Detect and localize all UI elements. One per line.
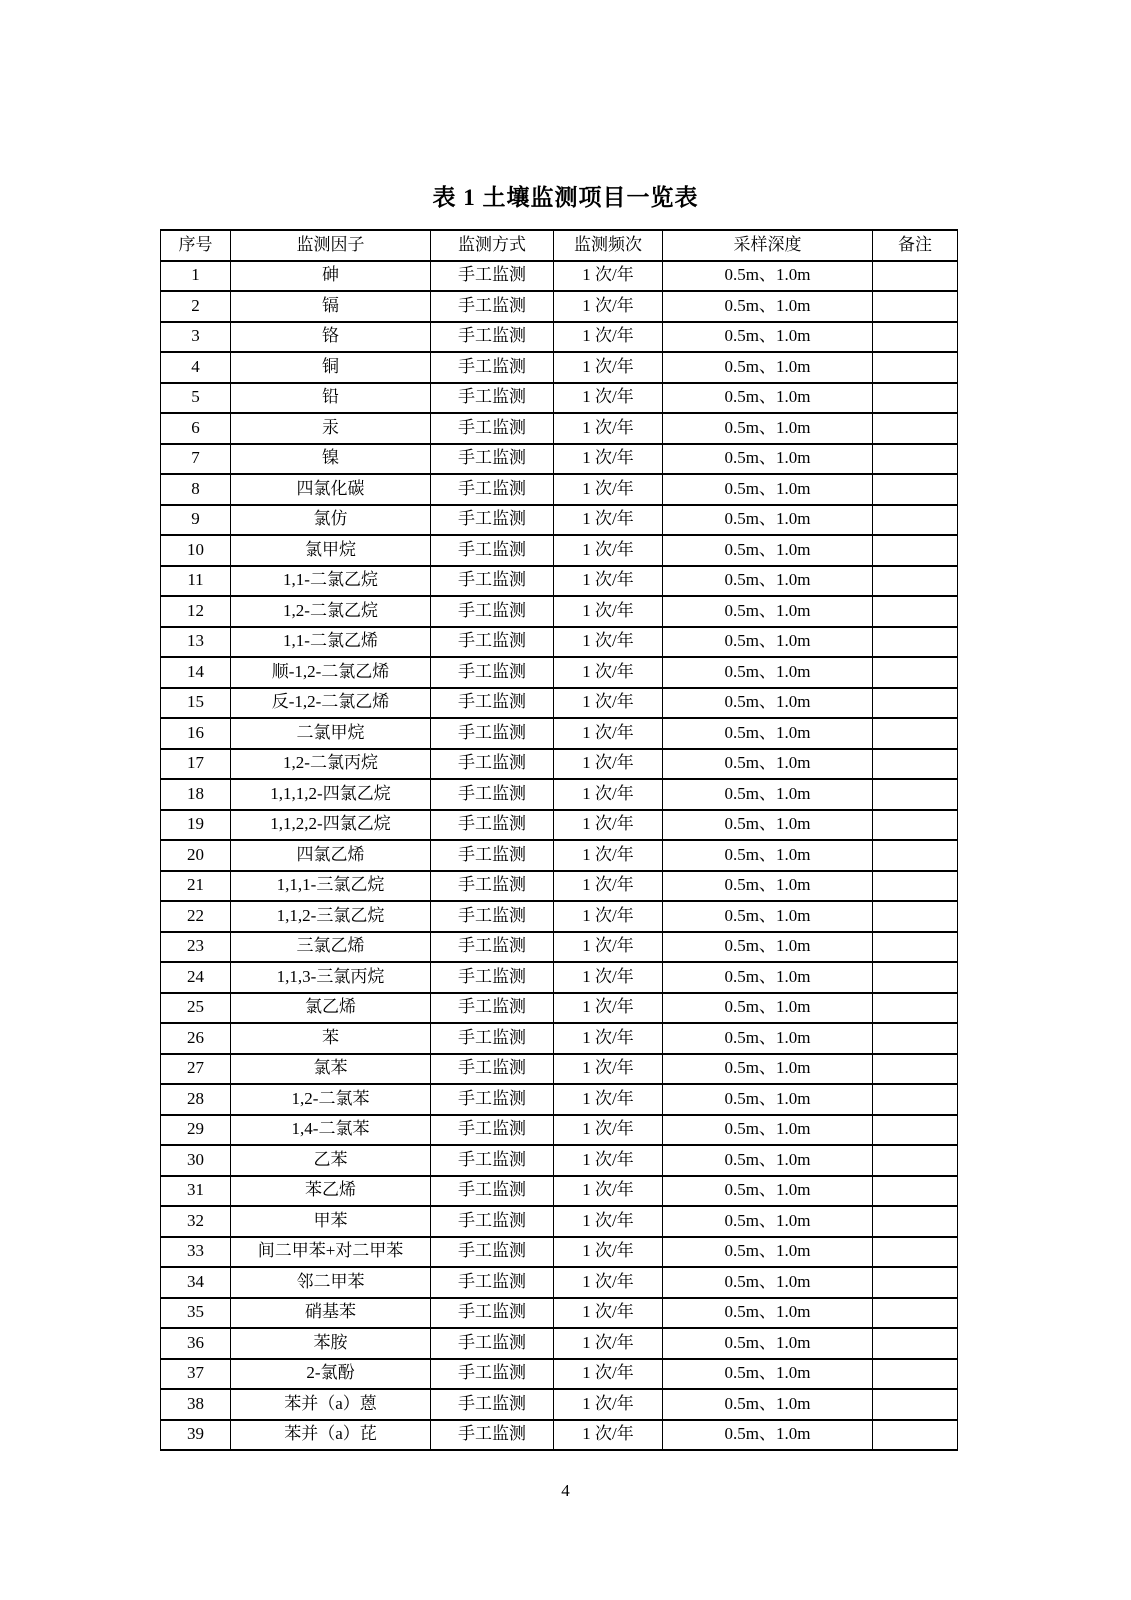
row-number-cell: 4	[161, 352, 231, 383]
row-number-cell: 27	[161, 1054, 231, 1085]
row-number-cell: 28	[161, 1084, 231, 1115]
depth-cell: 0.5m、1.0m	[663, 383, 873, 414]
row-number-cell: 24	[161, 962, 231, 993]
table-row	[161, 1023, 958, 1054]
factor-cell: 四氯乙烯	[231, 840, 431, 871]
method-cell: 手工监测	[431, 993, 554, 1024]
remark-cell	[873, 1206, 958, 1237]
frequency-cell: 1 次/年	[554, 901, 663, 932]
remark-cell	[873, 322, 958, 353]
depth-cell: 0.5m、1.0m	[663, 657, 873, 688]
method-cell: 手工监测	[431, 1389, 554, 1420]
factor-cell: 间二甲苯+对二甲苯	[231, 1237, 431, 1268]
frequency-cell: 1 次/年	[554, 627, 663, 658]
factor-cell: 镉	[231, 291, 431, 322]
table-row	[161, 1298, 958, 1329]
method-cell: 手工监测	[431, 749, 554, 780]
soil-monitoring-table	[160, 229, 958, 1451]
factor-cell: 1,2-二氯苯	[231, 1084, 431, 1115]
table-row	[161, 810, 958, 841]
remark-cell	[873, 962, 958, 993]
factor-cell: 铜	[231, 352, 431, 383]
frequency-cell: 1 次/年	[554, 413, 663, 444]
remark-cell	[873, 383, 958, 414]
depth-cell: 0.5m、1.0m	[663, 261, 873, 292]
table-row	[161, 1389, 958, 1420]
frequency-cell: 1 次/年	[554, 1328, 663, 1359]
depth-cell: 0.5m、1.0m	[663, 1115, 873, 1146]
factor-cell: 2-氯酚	[231, 1359, 431, 1390]
remark-cell	[873, 932, 958, 963]
row-number-cell: 11	[161, 566, 231, 597]
table-row	[161, 352, 958, 383]
table-row	[161, 1267, 958, 1298]
factor-cell: 四氯化碳	[231, 474, 431, 505]
frequency-cell: 1 次/年	[554, 1084, 663, 1115]
table-row	[161, 596, 958, 627]
frequency-cell: 1 次/年	[554, 932, 663, 963]
remark-cell	[873, 413, 958, 444]
frequency-cell: 1 次/年	[554, 291, 663, 322]
row-number-cell: 18	[161, 779, 231, 810]
table-row	[161, 535, 958, 566]
method-cell: 手工监测	[431, 291, 554, 322]
remark-cell	[873, 657, 958, 688]
row-number-cell: 35	[161, 1298, 231, 1329]
column-header: 监测方式	[431, 230, 554, 261]
remark-cell	[873, 1084, 958, 1115]
factor-cell: 汞	[231, 413, 431, 444]
remark-cell	[873, 1389, 958, 1420]
row-number-cell: 36	[161, 1328, 231, 1359]
table-row	[161, 505, 958, 536]
column-header: 序号	[161, 230, 231, 261]
row-number-cell: 19	[161, 810, 231, 841]
remark-cell	[873, 810, 958, 841]
method-cell: 手工监测	[431, 1206, 554, 1237]
method-cell: 手工监测	[431, 1145, 554, 1176]
column-header: 采样深度	[663, 230, 873, 261]
row-number-cell: 14	[161, 657, 231, 688]
method-cell: 手工监测	[431, 962, 554, 993]
page-number: 4	[561, 1481, 570, 1500]
factor-cell: 苯	[231, 1023, 431, 1054]
factor-cell: 邻二甲苯	[231, 1267, 431, 1298]
row-number-cell: 20	[161, 840, 231, 871]
table-row	[161, 932, 958, 963]
remark-cell	[873, 1328, 958, 1359]
method-cell: 手工监测	[431, 1267, 554, 1298]
remark-cell	[873, 1237, 958, 1268]
frequency-cell: 1 次/年	[554, 1359, 663, 1390]
table-row	[161, 871, 958, 902]
table-row	[161, 688, 958, 719]
factor-cell: 1,2-二氯丙烷	[231, 749, 431, 780]
row-number-cell: 7	[161, 444, 231, 475]
factor-cell: 苯并（a）蒽	[231, 1389, 431, 1420]
depth-cell: 0.5m、1.0m	[663, 749, 873, 780]
row-number-cell: 10	[161, 535, 231, 566]
remark-cell	[873, 1298, 958, 1329]
method-cell: 手工监测	[431, 1115, 554, 1146]
factor-cell: 1,4-二氯苯	[231, 1115, 431, 1146]
row-number-cell: 9	[161, 505, 231, 536]
remark-cell	[873, 688, 958, 719]
row-number-cell: 25	[161, 993, 231, 1024]
row-number-cell: 6	[161, 413, 231, 444]
frequency-cell: 1 次/年	[554, 1237, 663, 1268]
remark-cell	[873, 444, 958, 475]
depth-cell: 0.5m、1.0m	[663, 1054, 873, 1085]
row-number-cell: 33	[161, 1237, 231, 1268]
row-number-cell: 32	[161, 1206, 231, 1237]
frequency-cell: 1 次/年	[554, 962, 663, 993]
depth-cell: 0.5m、1.0m	[663, 1389, 873, 1420]
frequency-cell: 1 次/年	[554, 718, 663, 749]
depth-cell: 0.5m、1.0m	[663, 718, 873, 749]
factor-cell: 三氯乙烯	[231, 932, 431, 963]
depth-cell: 0.5m、1.0m	[663, 810, 873, 841]
depth-cell: 0.5m、1.0m	[663, 1420, 873, 1451]
table-row	[161, 322, 958, 353]
method-cell: 手工监测	[431, 688, 554, 719]
remark-cell	[873, 261, 958, 292]
row-number-cell: 39	[161, 1420, 231, 1451]
method-cell: 手工监测	[431, 840, 554, 871]
factor-cell: 苯并（a）芘	[231, 1420, 431, 1451]
table-row	[161, 749, 958, 780]
depth-cell: 0.5m、1.0m	[663, 1023, 873, 1054]
frequency-cell: 1 次/年	[554, 535, 663, 566]
frequency-cell: 1 次/年	[554, 1206, 663, 1237]
frequency-cell: 1 次/年	[554, 1420, 663, 1451]
depth-cell: 0.5m、1.0m	[663, 596, 873, 627]
row-number-cell: 29	[161, 1115, 231, 1146]
column-header: 备注	[873, 230, 958, 261]
factor-cell: 硝基苯	[231, 1298, 431, 1329]
table-row	[161, 413, 958, 444]
factor-cell: 苯乙烯	[231, 1176, 431, 1207]
factor-cell: 顺-1,2-二氯乙烯	[231, 657, 431, 688]
depth-cell: 0.5m、1.0m	[663, 291, 873, 322]
method-cell: 手工监测	[431, 932, 554, 963]
method-cell: 手工监测	[431, 596, 554, 627]
remark-cell	[873, 993, 958, 1024]
factor-cell: 氯乙烯	[231, 993, 431, 1024]
frequency-cell: 1 次/年	[554, 657, 663, 688]
table-row	[161, 993, 958, 1024]
frequency-cell: 1 次/年	[554, 1298, 663, 1329]
depth-cell: 0.5m、1.0m	[663, 1206, 873, 1237]
remark-cell	[873, 474, 958, 505]
depth-cell: 0.5m、1.0m	[663, 901, 873, 932]
frequency-cell: 1 次/年	[554, 749, 663, 780]
depth-cell: 0.5m、1.0m	[663, 322, 873, 353]
frequency-cell: 1 次/年	[554, 1054, 663, 1085]
factor-cell: 1,1-二氯乙烯	[231, 627, 431, 658]
depth-cell: 0.5m、1.0m	[663, 505, 873, 536]
depth-cell: 0.5m、1.0m	[663, 1298, 873, 1329]
table-row	[161, 1084, 958, 1115]
remark-cell	[873, 596, 958, 627]
frequency-cell: 1 次/年	[554, 1115, 663, 1146]
remark-cell	[873, 1267, 958, 1298]
table-row	[161, 1145, 958, 1176]
depth-cell: 0.5m、1.0m	[663, 627, 873, 658]
row-number-cell: 16	[161, 718, 231, 749]
remark-cell	[873, 840, 958, 871]
table-row	[161, 474, 958, 505]
remark-cell	[873, 505, 958, 536]
depth-cell: 0.5m、1.0m	[663, 535, 873, 566]
factor-cell: 1,1,2-三氯乙烷	[231, 901, 431, 932]
depth-cell: 0.5m、1.0m	[663, 566, 873, 597]
method-cell: 手工监测	[431, 1084, 554, 1115]
remark-cell	[873, 1176, 958, 1207]
table-row	[161, 1206, 958, 1237]
remark-cell	[873, 1420, 958, 1451]
depth-cell: 0.5m、1.0m	[663, 840, 873, 871]
factor-cell: 二氯甲烷	[231, 718, 431, 749]
row-number-cell: 17	[161, 749, 231, 780]
depth-cell: 0.5m、1.0m	[663, 444, 873, 475]
depth-cell: 0.5m、1.0m	[663, 993, 873, 1024]
depth-cell: 0.5m、1.0m	[663, 962, 873, 993]
row-number-cell: 12	[161, 596, 231, 627]
table-row	[161, 1328, 958, 1359]
table-row	[161, 261, 958, 292]
remark-cell	[873, 1023, 958, 1054]
remark-cell	[873, 871, 958, 902]
table-row	[161, 566, 958, 597]
table-row	[161, 779, 958, 810]
factor-cell: 1,1-二氯乙烷	[231, 566, 431, 597]
method-cell: 手工监测	[431, 566, 554, 597]
method-cell: 手工监测	[431, 322, 554, 353]
table-row	[161, 840, 958, 871]
table-row	[161, 383, 958, 414]
remark-cell	[873, 535, 958, 566]
factor-cell: 乙苯	[231, 1145, 431, 1176]
factor-cell: 铅	[231, 383, 431, 414]
table-row	[161, 1420, 958, 1451]
frequency-cell: 1 次/年	[554, 444, 663, 475]
frequency-cell: 1 次/年	[554, 505, 663, 536]
remark-cell	[873, 779, 958, 810]
remark-cell	[873, 1359, 958, 1390]
depth-cell: 0.5m、1.0m	[663, 1267, 873, 1298]
remark-cell	[873, 718, 958, 749]
column-header: 监测因子	[231, 230, 431, 261]
row-number-cell: 30	[161, 1145, 231, 1176]
row-number-cell: 15	[161, 688, 231, 719]
frequency-cell: 1 次/年	[554, 261, 663, 292]
frequency-cell: 1 次/年	[554, 322, 663, 353]
factor-cell: 氯苯	[231, 1054, 431, 1085]
factor-cell: 1,2-二氯乙烷	[231, 596, 431, 627]
method-cell: 手工监测	[431, 810, 554, 841]
table-header-row	[161, 230, 958, 261]
method-cell: 手工监测	[431, 1023, 554, 1054]
row-number-cell: 31	[161, 1176, 231, 1207]
table-row	[161, 1359, 958, 1390]
remark-cell	[873, 1115, 958, 1146]
method-cell: 手工监测	[431, 1420, 554, 1451]
factor-cell: 1,1,1,2-四氯乙烷	[231, 779, 431, 810]
method-cell: 手工监测	[431, 1359, 554, 1390]
remark-cell	[873, 1145, 958, 1176]
row-number-cell: 26	[161, 1023, 231, 1054]
depth-cell: 0.5m、1.0m	[663, 413, 873, 444]
method-cell: 手工监测	[431, 1298, 554, 1329]
factor-cell: 铬	[231, 322, 431, 353]
table-row	[161, 657, 958, 688]
table-row	[161, 901, 958, 932]
factor-cell: 氯仿	[231, 505, 431, 536]
frequency-cell: 1 次/年	[554, 596, 663, 627]
frequency-cell: 1 次/年	[554, 383, 663, 414]
table-row	[161, 1054, 958, 1085]
depth-cell: 0.5m、1.0m	[663, 352, 873, 383]
depth-cell: 0.5m、1.0m	[663, 1084, 873, 1115]
factor-cell: 1,1,3-三氯丙烷	[231, 962, 431, 993]
factor-cell: 砷	[231, 261, 431, 292]
method-cell: 手工监测	[431, 413, 554, 444]
method-cell: 手工监测	[431, 444, 554, 475]
method-cell: 手工监测	[431, 779, 554, 810]
frequency-cell: 1 次/年	[554, 993, 663, 1024]
depth-cell: 0.5m、1.0m	[663, 688, 873, 719]
remark-cell	[873, 352, 958, 383]
frequency-cell: 1 次/年	[554, 688, 663, 719]
factor-cell: 1,1,1-三氯乙烷	[231, 871, 431, 902]
frequency-cell: 1 次/年	[554, 871, 663, 902]
frequency-cell: 1 次/年	[554, 1176, 663, 1207]
remark-cell	[873, 566, 958, 597]
column-header: 监测频次	[554, 230, 663, 261]
depth-cell: 0.5m、1.0m	[663, 779, 873, 810]
method-cell: 手工监测	[431, 627, 554, 658]
factor-cell: 反-1,2-二氯乙烯	[231, 688, 431, 719]
method-cell: 手工监测	[431, 1054, 554, 1085]
table-row	[161, 444, 958, 475]
method-cell: 手工监测	[431, 383, 554, 414]
method-cell: 手工监测	[431, 657, 554, 688]
frequency-cell: 1 次/年	[554, 840, 663, 871]
row-number-cell: 38	[161, 1389, 231, 1420]
depth-cell: 0.5m、1.0m	[663, 1359, 873, 1390]
row-number-cell: 34	[161, 1267, 231, 1298]
table-row	[161, 291, 958, 322]
method-cell: 手工监测	[431, 535, 554, 566]
table-title: 表 1 土壤监测项目一览表	[432, 185, 699, 210]
row-number-cell: 23	[161, 932, 231, 963]
method-cell: 手工监测	[431, 474, 554, 505]
factor-cell: 苯胺	[231, 1328, 431, 1359]
row-number-cell: 2	[161, 291, 231, 322]
factor-cell: 1,1,2,2-四氯乙烷	[231, 810, 431, 841]
table-row	[161, 962, 958, 993]
depth-cell: 0.5m、1.0m	[663, 871, 873, 902]
method-cell: 手工监测	[431, 505, 554, 536]
method-cell: 手工监测	[431, 261, 554, 292]
depth-cell: 0.5m、1.0m	[663, 1237, 873, 1268]
table-body	[161, 261, 958, 1451]
factor-cell: 甲苯	[231, 1206, 431, 1237]
row-number-cell: 3	[161, 322, 231, 353]
method-cell: 手工监测	[431, 901, 554, 932]
table-row	[161, 1237, 958, 1268]
remark-cell	[873, 627, 958, 658]
factor-cell: 镍	[231, 444, 431, 475]
frequency-cell: 1 次/年	[554, 1145, 663, 1176]
frequency-cell: 1 次/年	[554, 352, 663, 383]
row-number-cell: 21	[161, 871, 231, 902]
depth-cell: 0.5m、1.0m	[663, 474, 873, 505]
row-number-cell: 1	[161, 261, 231, 292]
method-cell: 手工监测	[431, 1328, 554, 1359]
remark-cell	[873, 901, 958, 932]
method-cell: 手工监测	[431, 1237, 554, 1268]
depth-cell: 0.5m、1.0m	[663, 1176, 873, 1207]
frequency-cell: 1 次/年	[554, 1267, 663, 1298]
frequency-cell: 1 次/年	[554, 1389, 663, 1420]
table-row	[161, 1115, 958, 1146]
remark-cell	[873, 291, 958, 322]
depth-cell: 0.5m、1.0m	[663, 932, 873, 963]
method-cell: 手工监测	[431, 1176, 554, 1207]
row-number-cell: 5	[161, 383, 231, 414]
factor-cell: 氯甲烷	[231, 535, 431, 566]
method-cell: 手工监测	[431, 871, 554, 902]
table-row	[161, 627, 958, 658]
row-number-cell: 8	[161, 474, 231, 505]
method-cell: 手工监测	[431, 718, 554, 749]
row-number-cell: 13	[161, 627, 231, 658]
row-number-cell: 37	[161, 1359, 231, 1390]
row-number-cell: 22	[161, 901, 231, 932]
remark-cell	[873, 1054, 958, 1085]
depth-cell: 0.5m、1.0m	[663, 1328, 873, 1359]
frequency-cell: 1 次/年	[554, 1023, 663, 1054]
frequency-cell: 1 次/年	[554, 566, 663, 597]
frequency-cell: 1 次/年	[554, 779, 663, 810]
frequency-cell: 1 次/年	[554, 810, 663, 841]
method-cell: 手工监测	[431, 352, 554, 383]
remark-cell	[873, 749, 958, 780]
table-row	[161, 1176, 958, 1207]
frequency-cell: 1 次/年	[554, 474, 663, 505]
table-row	[161, 718, 958, 749]
depth-cell: 0.5m、1.0m	[663, 1145, 873, 1176]
